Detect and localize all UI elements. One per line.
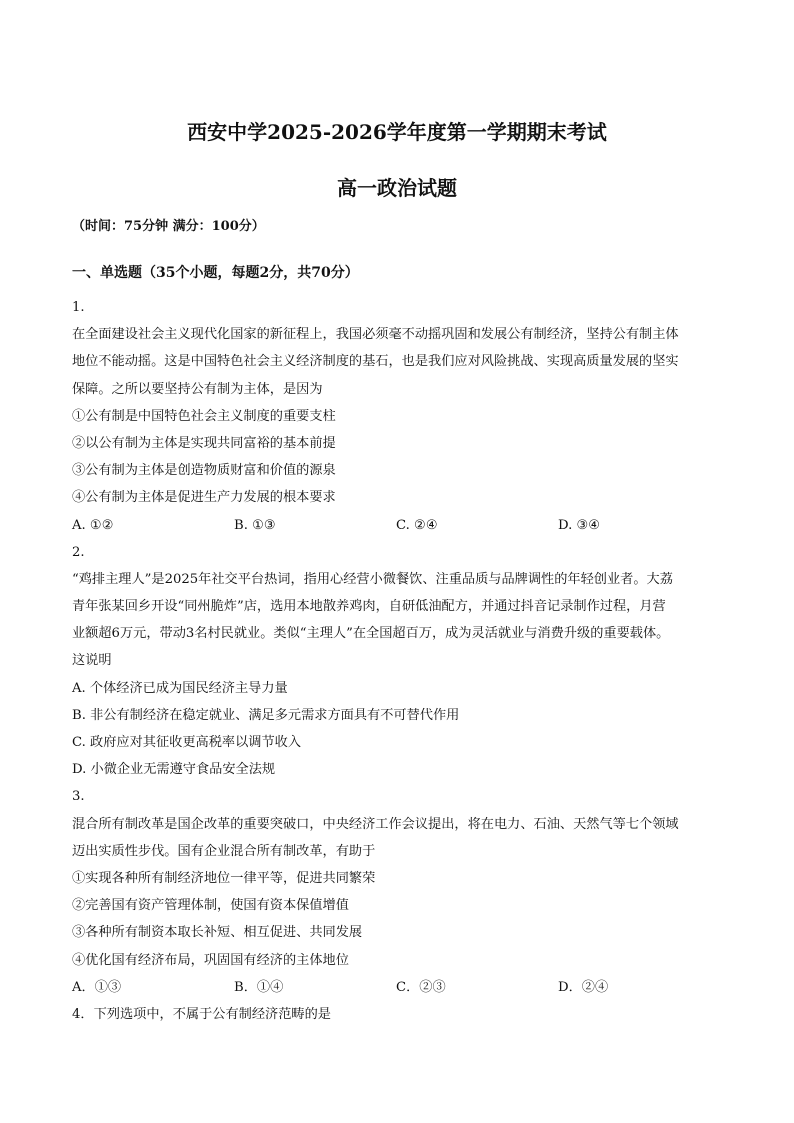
question-stem-line: 混合所有制改革是国企改革的重要突破口，中央经济工作会议提出，将在电力、石油、天然气等七个领域 <box>72 816 679 832</box>
option-c: C．②③ <box>396 979 446 995</box>
option-b: B．①④ <box>234 979 284 995</box>
option-d: D．②④ <box>558 979 609 995</box>
question-1 <box>72 294 722 539</box>
question-stem: 下列选项中，不属于公有制经济范畴的是 <box>93 1006 331 1022</box>
answer-options <box>72 512 722 539</box>
question-stem-line: 青年张某回乡开设“同州脆炸”店，选用本地散养鸡肉，自研低油配方，并通过抖音记录制作过程，月营 <box>72 599 666 615</box>
question-stem-line: 保障。之所以要坚持公有制为主体，是因为 <box>72 381 323 397</box>
question-number: 3. <box>72 789 85 805</box>
exam-time-score-info: （时间：75分钟 满分：100分） <box>72 219 265 234</box>
statement-3: ③公有制为主体是创造物质财富和价值的源泉 <box>72 463 336 479</box>
question-stem-line: 迈出实质性步伐。国有企业混合所有制改革，有助于 <box>72 843 376 859</box>
exam-title: 西安中学2025-2026学年度第一学期期末考试 <box>187 120 607 144</box>
option-a: A. ①② <box>72 517 114 533</box>
question-4 <box>72 1001 722 1028</box>
question-3 <box>72 783 722 1001</box>
question-stem-line: “鸡排主理人”是2025年社交平台热词，指用心经营小微餐饮、注重品质与品牌调性的年轻创业者。大荔 <box>72 571 673 587</box>
statement-3: ③各种所有制资本取长补短、相互促进、共同发展 <box>72 925 363 941</box>
statement-4: ④公有制为主体是促进生产力发展的根本要求 <box>72 490 336 506</box>
option-a: A．①③ <box>72 979 122 995</box>
question-2 <box>72 539 722 784</box>
option-d: D. 小微企业无需遵守食品安全法规 <box>72 762 276 778</box>
exam-subtitle: 高一政治试题 <box>337 176 457 200</box>
question-stem-line: 在全面建设社会主义现代化国家的新征程上，我国必须毫不动摇巩固和发展公有制经济，坚持公有制主体 <box>72 327 679 343</box>
question-list <box>72 294 722 1028</box>
question-number: 4． <box>72 1006 94 1022</box>
option-c: C. 政府应对其征收更高税率以调节收入 <box>72 735 302 750</box>
option-b: B. 非公有制经济在稳定就业、满足多元需求方面具有不可替代作用 <box>72 707 460 723</box>
statement-1: ①公有制是中国特色社会主义制度的重要支柱 <box>72 408 336 424</box>
question-stem-line: 业额超6万元，带动3名村民就业。类似“主理人”在全国超百万，成为灵活就业与消费升级的重要载体。 <box>72 626 670 642</box>
statement-2: ②以公有制为主体是实现共同富裕的基本前提 <box>72 435 336 451</box>
statement-2: ②完善国有资产管理体制，使国有资本保值增值 <box>72 898 349 914</box>
option-a: A. 个体经济已成为国民经济主导力量 <box>72 680 288 696</box>
question-stem-line: 地位不能动摇。这是中国特色社会主义经济制度的基石，也是我们应对风险挑战、实现高质量发展的坚实 <box>72 354 679 370</box>
option-b: B. ①③ <box>234 517 276 533</box>
section-heading: 一、单选题（35个小题，每题2分，共70分） <box>72 265 359 281</box>
question-stem-line: 这说明 <box>72 653 112 669</box>
question-number: 1. <box>72 300 85 315</box>
option-d: D. ③④ <box>558 517 601 533</box>
answer-options <box>72 974 722 1001</box>
option-c: C. ②④ <box>396 517 438 533</box>
statement-4: ④优化国有经济布局，巩固国有经济的主体地位 <box>72 952 349 968</box>
statement-1: ①实现各种所有制经济地位一律平等，促进共同繁荣 <box>72 870 376 886</box>
question-number: 2. <box>72 544 85 560</box>
